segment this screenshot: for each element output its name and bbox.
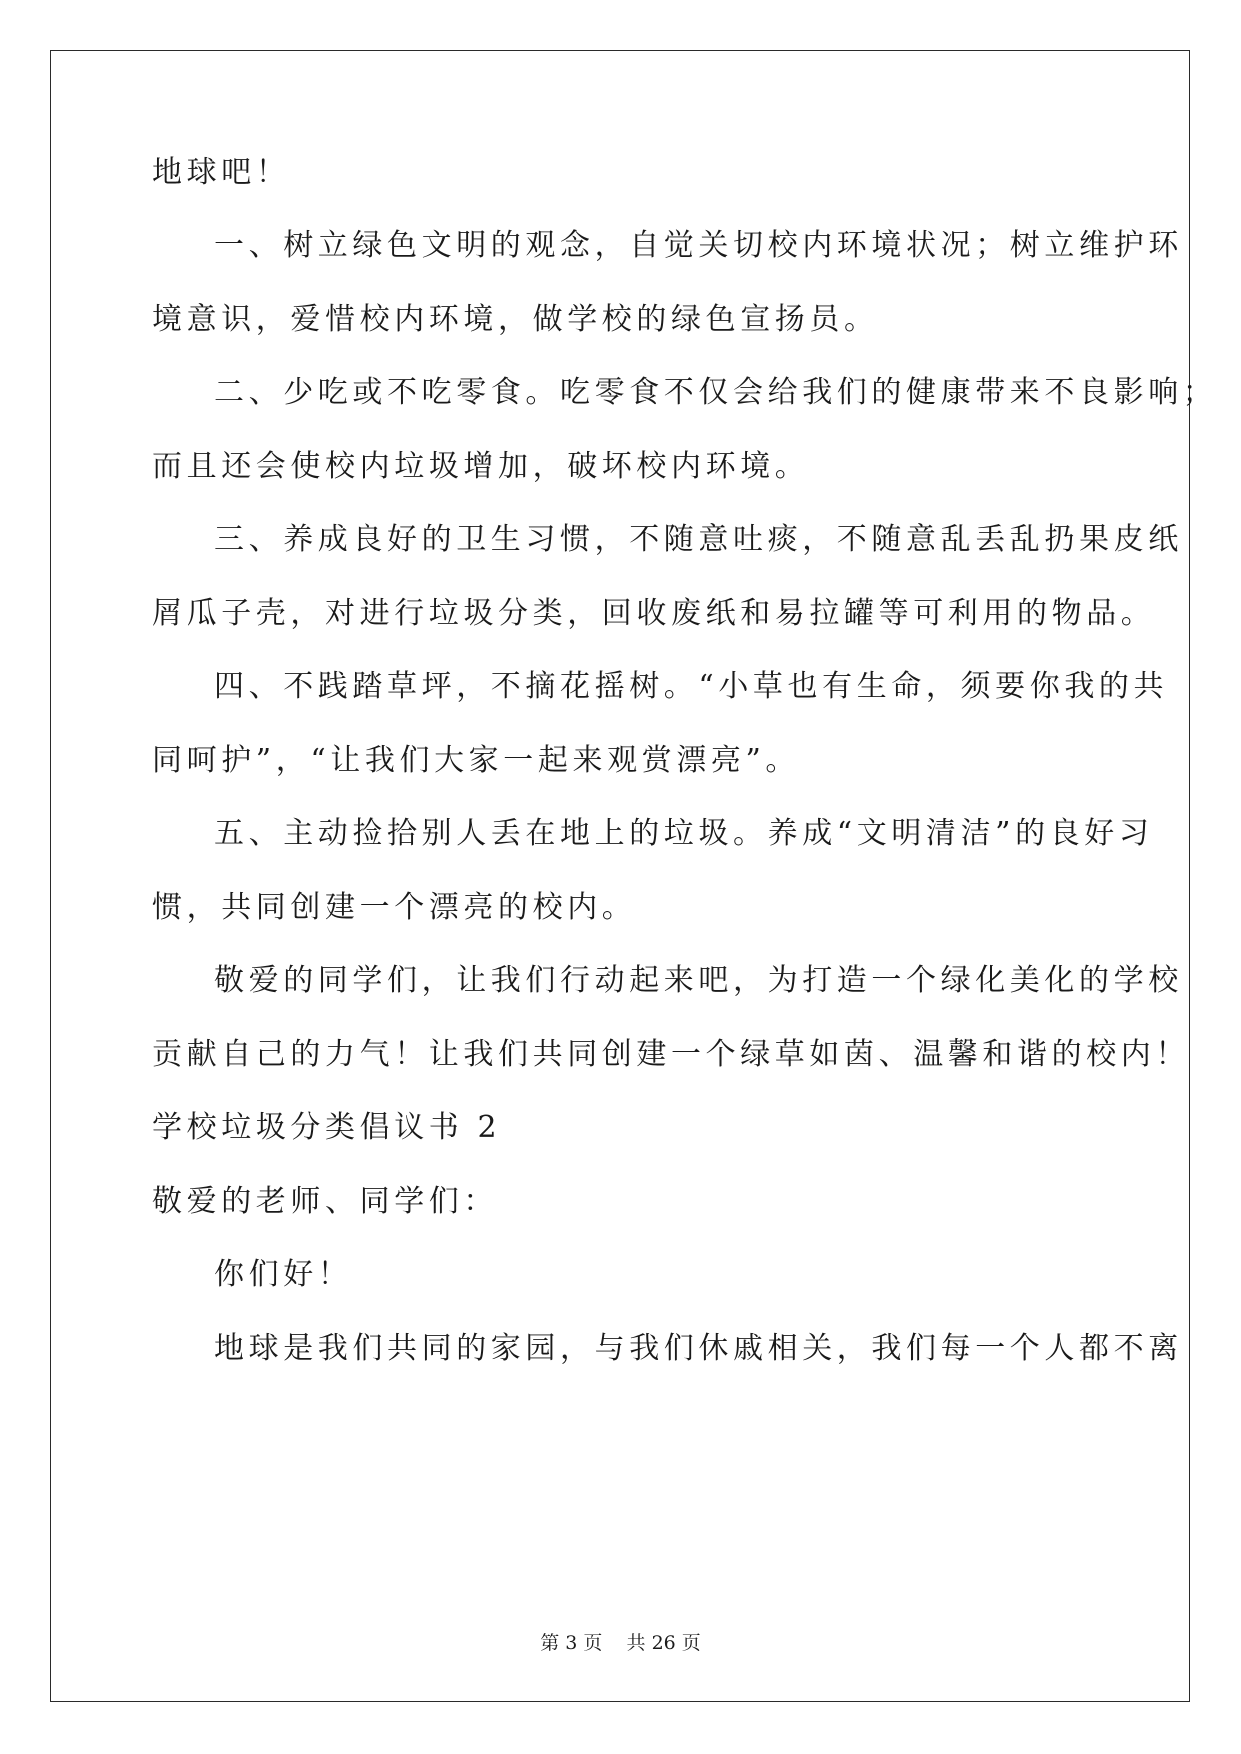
page-footer [0, 1631, 1241, 1655]
salutation: 敬爱的老师、同学们： [152, 1184, 498, 1219]
section-heading: 学校垃圾分类倡议书 2 [152, 1110, 502, 1145]
text-line: 而且还会使校内垃圾增加，破坏校内环境。 [152, 449, 810, 484]
total-pages: 共 26 页 [626, 1632, 701, 1654]
page-border [50, 50, 1190, 1702]
text-line: 同呵护”，“让我们大家一起来观赏漂亮”。 [152, 743, 801, 778]
text-line: 境意识，爱惜校内环境，做学校的绿色宣扬员。 [152, 302, 879, 337]
text-line: 贡献自己的力气！让我们共同创建一个绿草如茵、温馨和谐的校内！ [152, 1037, 1190, 1072]
text-line: 五、主动捡拾别人丢在地上的垃圾。养成“文明清洁”的良好习 [214, 816, 1154, 851]
text-line: 一、树立绿色文明的观念，自觉关切校内环境状况；树立维护环 [214, 228, 1183, 263]
text-line: 二、少吃或不吃零食。吃零食不仅会给我们的健康带来不良影响； [214, 375, 1218, 410]
page-number: 第 3 页 [540, 1632, 603, 1654]
text-line: 屑瓜子壳，对进行垃圾分类，回收废纸和易拉罐等可利用的物品。 [152, 596, 1156, 631]
greeting: 你们好！ [214, 1257, 353, 1292]
text-line: 地球是我们共同的家园，与我们休戚相关，我们每一个人都不离 [214, 1331, 1183, 1366]
text-line: 四、不践踏草坪，不摘花摇树。“小草也有生命，须要你我的共 [214, 669, 1169, 704]
text-line: 地球吧！ [152, 155, 291, 190]
text-line: 惯，共同创建一个漂亮的校内。 [152, 890, 637, 925]
text-line: 敬爱的同学们，让我们行动起来吧，为打造一个绿化美化的学校 [214, 963, 1183, 998]
text-line: 三、养成良好的卫生习惯，不随意吐痰，不随意乱丢乱扔果皮纸 [214, 522, 1183, 557]
